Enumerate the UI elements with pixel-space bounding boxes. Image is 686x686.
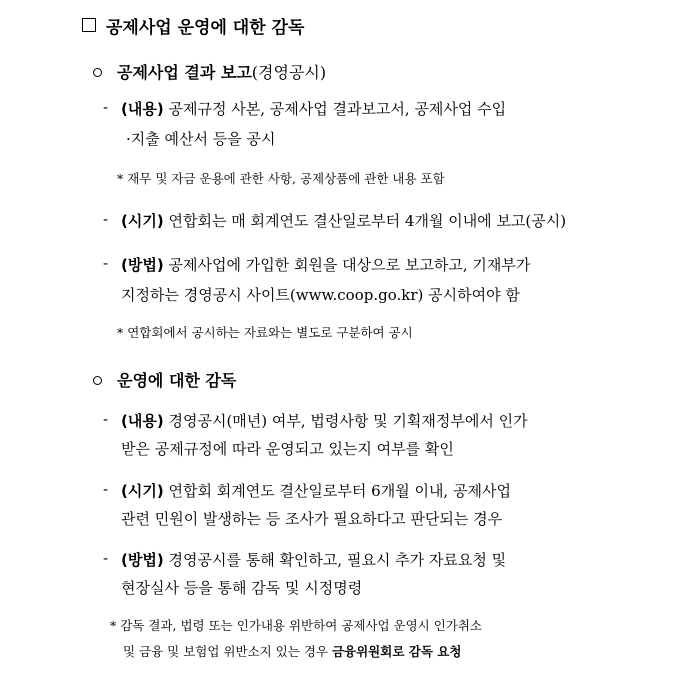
s1-item1-label: (내용) [121,100,164,118]
s2-item2-text1: 연합회 회계연도 결산일로부터 6개월 이내, 공제사업 [168,482,511,500]
section1-title [117,60,326,83]
s2-item3-label: (방법) [121,551,164,569]
s2-item1-dash: - [103,410,109,428]
s2-item2-line2: 관련 민원이 발생하는 등 조사가 필요하다고 판단되는 경우 [121,510,503,528]
s2-item3-dash: - [103,549,109,567]
s1-item2-dash: - [103,210,109,228]
s1-item3-line1 [121,254,530,275]
s1-item3-line2: 지정하는 경영공시 사이트(www.coop.go.kr) 공시하여야 함 [121,286,520,304]
s2-item1-line1 [121,410,528,431]
page-title: 공제사업 운영에 대한 감독 [106,18,305,38]
section1-title-suffix: (경영공시) [251,63,327,82]
s1-item2-label: (시기) [121,212,164,230]
heading-square-marker [82,18,96,32]
s1-item3-dash: - [103,254,109,272]
s1-item1-text1: 공제규정 사본, 공제사업 결과보고서, 공제사업 수입 [168,100,507,118]
section1-circle-marker [93,68,102,77]
s2-item1-label: (내용) [121,412,164,430]
s2-note-line2-bold: 금융위원회로 감독 요청 [331,644,462,659]
s2-item3-line1 [121,549,506,570]
s1-item1-dash: - [103,98,109,116]
s2-item3-text1: 경영공시를 통해 확인하고, 필요시 추가 자료요청 및 [168,551,507,569]
s1-item3-label: (방법) [121,256,164,274]
s1-item1-line2: ·지출 예산서 등을 공시 [126,130,276,148]
s1-note1: * 재무 및 자금 운용에 관한 사항, 공제상품에 관한 내용 포함 [117,171,445,186]
s1-item2-line1 [121,210,566,231]
s2-item1-line2: 받은 공제규정에 따라 운영되고 있는지 여부를 확인 [121,440,454,458]
section2-circle-marker [93,376,102,385]
s1-item2-text1: 연합회는 매 회계연도 결산일로부터 4개월 이내에 보고(공시) [168,212,567,230]
section1-title-bold: 공제사업 결과 보고 [117,63,252,82]
s2-item2-label: (시기) [121,482,164,500]
s1-note2: * 연합회에서 공시하는 자료와는 별도로 구분하여 공시 [117,325,413,340]
s2-note-line1: * 감독 결과, 법령 또는 인가내용 위반하여 공제사업 운영시 인가취소 [110,618,483,633]
s2-item3-line2: 현장실사 등을 통해 감독 및 시정명령 [121,579,363,597]
s2-item2-dash: - [103,480,109,498]
s1-item3-text1: 공제사업에 가입한 회원을 대상으로 보고하고, 기재부가 [168,256,531,274]
s2-note-line2 [123,642,461,660]
s2-item2-line1 [121,480,511,501]
section2-title: 운영에 대한 감독 [117,371,237,390]
s1-item1-line1 [121,98,506,119]
s2-item1-text1: 경영공시(매년) 여부, 법령사항 및 기획재정부에서 인가 [168,412,528,430]
s2-note-line2-plain: 및 금융 및 보험업 위반소지 있는 경우 [123,644,332,659]
